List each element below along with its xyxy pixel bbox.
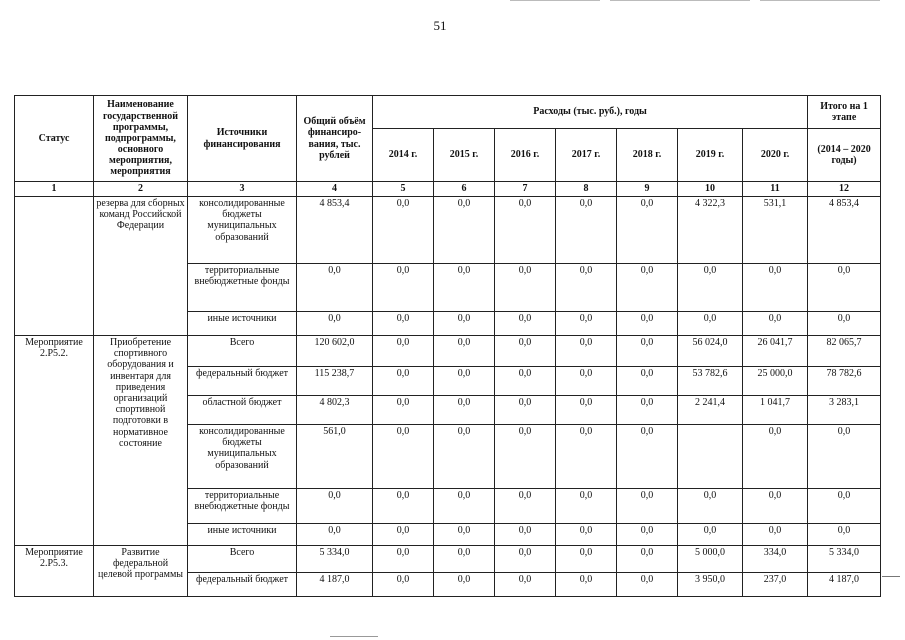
- year-amount-cell: 0,0: [495, 336, 556, 367]
- year-amount-cell: 0,0: [373, 396, 434, 425]
- stage-total-cell: 0,0: [808, 312, 881, 336]
- column-number: 10: [678, 182, 743, 197]
- year-amount-cell: 0,0: [373, 524, 434, 546]
- year-amount-cell: 0,0: [373, 367, 434, 396]
- year-amount-cell: 0,0: [556, 573, 617, 597]
- column-number: 9: [617, 182, 678, 197]
- scan-artifact: [760, 0, 880, 1]
- funding-source-cell: федеральный бюджет: [188, 573, 297, 597]
- stage-total-cell: 4 187,0: [808, 573, 881, 597]
- year-amount-cell: 3 950,0: [678, 573, 743, 597]
- year-amount-cell: 26 041,7: [743, 336, 808, 367]
- year-amount-cell: 0,0: [434, 336, 495, 367]
- funding-source-cell: иные источники: [188, 312, 297, 336]
- table-row: [15, 197, 881, 264]
- funding-source-cell: консолидированные бюджеты муниципальных образований: [188, 425, 297, 489]
- year-amount-cell: 0,0: [495, 312, 556, 336]
- year-amount-cell: 0,0: [434, 425, 495, 489]
- total-amount-cell: 4 187,0: [297, 573, 373, 597]
- page-number: 51: [433, 18, 447, 33]
- stage-total-cell: 0,0: [808, 524, 881, 546]
- year-amount-cell: 0,0: [556, 425, 617, 489]
- budget-table-container: [14, 95, 880, 597]
- total-amount-cell: 0,0: [297, 312, 373, 336]
- year-amount-cell: 0,0: [617, 367, 678, 396]
- year-amount-cell: 0,0: [556, 489, 617, 524]
- year-amount-cell: 0,0: [556, 396, 617, 425]
- stage-total-cell: 78 782,6: [808, 367, 881, 396]
- header-total: Общий объём финансиро-вания, тыс. рублей: [297, 96, 373, 182]
- year-amount-cell: 0,0: [556, 524, 617, 546]
- year-amount-cell: 0,0: [678, 489, 743, 524]
- year-amount-cell: 0,0: [373, 573, 434, 597]
- year-amount-cell: 0,0: [743, 425, 808, 489]
- year-amount-cell: 1 041,7: [743, 396, 808, 425]
- year-amount-cell: 0,0: [434, 312, 495, 336]
- column-number: 6: [434, 182, 495, 197]
- year-amount-cell: 0,0: [556, 367, 617, 396]
- year-amount-cell: 334,0: [743, 546, 808, 573]
- year-amount-cell: 0,0: [743, 312, 808, 336]
- year-amount-cell: [678, 425, 743, 489]
- column-number: 5: [373, 182, 434, 197]
- status-cell: Мероприятие 2.Р5.3.: [15, 546, 94, 597]
- year-amount-cell: 0,0: [373, 312, 434, 336]
- total-amount-cell: 120 602,0: [297, 336, 373, 367]
- total-amount-cell: 4 853,4: [297, 197, 373, 264]
- measure-name-cell: резерва для сборных команд Российской Федерации: [94, 197, 188, 336]
- year-amount-cell: 2 241,4: [678, 396, 743, 425]
- column-number: 1: [15, 182, 94, 197]
- year-amount-cell: 4 322,3: [678, 197, 743, 264]
- year-amount-cell: 0,0: [556, 312, 617, 336]
- scan-artifact: [610, 0, 750, 1]
- status-cell: Мероприятие 2.Р5.2.: [15, 336, 94, 546]
- table-body: [15, 197, 881, 597]
- year-amount-cell: 0,0: [556, 336, 617, 367]
- year-amount-cell: 56 024,0: [678, 336, 743, 367]
- header-year: 2015 г.: [434, 129, 495, 182]
- stage-total-cell: 0,0: [808, 425, 881, 489]
- year-amount-cell: 0,0: [495, 546, 556, 573]
- year-amount-cell: 5 000,0: [678, 546, 743, 573]
- year-amount-cell: 0,0: [617, 425, 678, 489]
- funding-source-cell: федеральный бюджет: [188, 367, 297, 396]
- header-stage-period: (2014 – 2020 годы): [808, 129, 881, 182]
- total-amount-cell: 0,0: [297, 264, 373, 312]
- measure-name-cell: Приобретение спортивного оборудования и инвентаря для приведения организаций спортивной подготовки в нормативное состояние: [94, 336, 188, 546]
- total-amount-cell: 115 238,7: [297, 367, 373, 396]
- year-amount-cell: 53 782,6: [678, 367, 743, 396]
- year-amount-cell: 0,0: [556, 264, 617, 312]
- stage-total-cell: 3 283,1: [808, 396, 881, 425]
- year-amount-cell: 0,0: [434, 367, 495, 396]
- year-amount-cell: 0,0: [743, 489, 808, 524]
- year-amount-cell: 0,0: [495, 367, 556, 396]
- year-amount-cell: 0,0: [678, 264, 743, 312]
- year-amount-cell: 0,0: [373, 489, 434, 524]
- scan-artifact: [330, 636, 378, 637]
- header-name: Наименование государственной программы, подпрограммы, основного мероприятия, мероприятия: [94, 96, 188, 182]
- stage-total-cell: 0,0: [808, 264, 881, 312]
- status-cell: [15, 197, 94, 336]
- table-row: [15, 336, 881, 367]
- column-number: 12: [808, 182, 881, 197]
- column-number: 7: [495, 182, 556, 197]
- column-number: 8: [556, 182, 617, 197]
- year-amount-cell: 0,0: [373, 197, 434, 264]
- year-amount-cell: 0,0: [373, 546, 434, 573]
- year-amount-cell: 0,0: [617, 264, 678, 312]
- year-amount-cell: 0,0: [434, 396, 495, 425]
- year-amount-cell: 0,0: [556, 546, 617, 573]
- header-year: 2020 г.: [743, 129, 808, 182]
- year-amount-cell: 0,0: [617, 573, 678, 597]
- funding-source-cell: Всего: [188, 336, 297, 367]
- header-year: 2016 г.: [495, 129, 556, 182]
- funding-source-cell: областной бюджет: [188, 396, 297, 425]
- funding-source-cell: территориальные внебюджетные фонды: [188, 264, 297, 312]
- year-amount-cell: 0,0: [495, 573, 556, 597]
- year-amount-cell: 0,0: [743, 524, 808, 546]
- stage-total-cell: 0,0: [808, 489, 881, 524]
- year-amount-cell: 0,0: [678, 312, 743, 336]
- header-year: 2014 г.: [373, 129, 434, 182]
- year-amount-cell: 0,0: [617, 524, 678, 546]
- header-year: 2017 г.: [556, 129, 617, 182]
- year-amount-cell: 0,0: [434, 573, 495, 597]
- measure-name-cell: Развитие федеральной целевой программы: [94, 546, 188, 597]
- year-amount-cell: 0,0: [743, 264, 808, 312]
- year-amount-cell: 0,0: [617, 396, 678, 425]
- year-amount-cell: 0,0: [495, 396, 556, 425]
- stage-total-cell: 4 853,4: [808, 197, 881, 264]
- funding-source-cell: Всего: [188, 546, 297, 573]
- year-amount-cell: 25 000,0: [743, 367, 808, 396]
- total-amount-cell: 5 334,0: [297, 546, 373, 573]
- year-amount-cell: 0,0: [434, 197, 495, 264]
- year-amount-cell: 0,0: [617, 546, 678, 573]
- year-amount-cell: 0,0: [434, 546, 495, 573]
- year-amount-cell: 237,0: [743, 573, 808, 597]
- year-amount-cell: 0,0: [495, 197, 556, 264]
- column-number: 11: [743, 182, 808, 197]
- year-amount-cell: 531,1: [743, 197, 808, 264]
- year-amount-cell: 0,0: [617, 312, 678, 336]
- header-year: 2018 г.: [617, 129, 678, 182]
- year-amount-cell: 0,0: [617, 197, 678, 264]
- scan-artifact: [510, 0, 600, 1]
- header-expenses: Расходы (тыс. руб.), годы: [373, 96, 808, 129]
- header-stage-total: Итого на 1 этапе: [808, 96, 881, 129]
- funding-source-cell: иные источники: [188, 524, 297, 546]
- year-amount-cell: 0,0: [678, 524, 743, 546]
- total-amount-cell: 0,0: [297, 524, 373, 546]
- year-amount-cell: 0,0: [434, 489, 495, 524]
- year-amount-cell: 0,0: [434, 264, 495, 312]
- funding-source-cell: консолидированные бюджеты муниципальных образований: [188, 197, 297, 264]
- header-year: 2019 г.: [678, 129, 743, 182]
- total-amount-cell: 561,0: [297, 425, 373, 489]
- year-amount-cell: 0,0: [434, 524, 495, 546]
- stage-total-cell: 5 334,0: [808, 546, 881, 573]
- column-number: 4: [297, 182, 373, 197]
- budget-table: [14, 95, 881, 597]
- year-amount-cell: 0,0: [556, 197, 617, 264]
- year-amount-cell: 0,0: [495, 524, 556, 546]
- header-sources: Источники финансирования: [188, 96, 297, 182]
- table-row: [15, 546, 881, 573]
- year-amount-cell: 0,0: [495, 489, 556, 524]
- year-amount-cell: 0,0: [617, 489, 678, 524]
- column-number: 3: [188, 182, 297, 197]
- column-number: 2: [94, 182, 188, 197]
- year-amount-cell: 0,0: [617, 336, 678, 367]
- stage-total-cell: 82 065,7: [808, 336, 881, 367]
- header-status: Статус: [15, 96, 94, 182]
- year-amount-cell: 0,0: [373, 336, 434, 367]
- year-amount-cell: 0,0: [373, 264, 434, 312]
- year-amount-cell: 0,0: [495, 264, 556, 312]
- total-amount-cell: 0,0: [297, 489, 373, 524]
- total-amount-cell: 4 802,3: [297, 396, 373, 425]
- year-amount-cell: 0,0: [495, 425, 556, 489]
- funding-source-cell: территориальные внебюджетные фонды: [188, 489, 297, 524]
- scan-artifact: [882, 576, 900, 577]
- year-amount-cell: 0,0: [373, 425, 434, 489]
- table-header: [15, 96, 881, 197]
- column-number-row: [15, 182, 881, 197]
